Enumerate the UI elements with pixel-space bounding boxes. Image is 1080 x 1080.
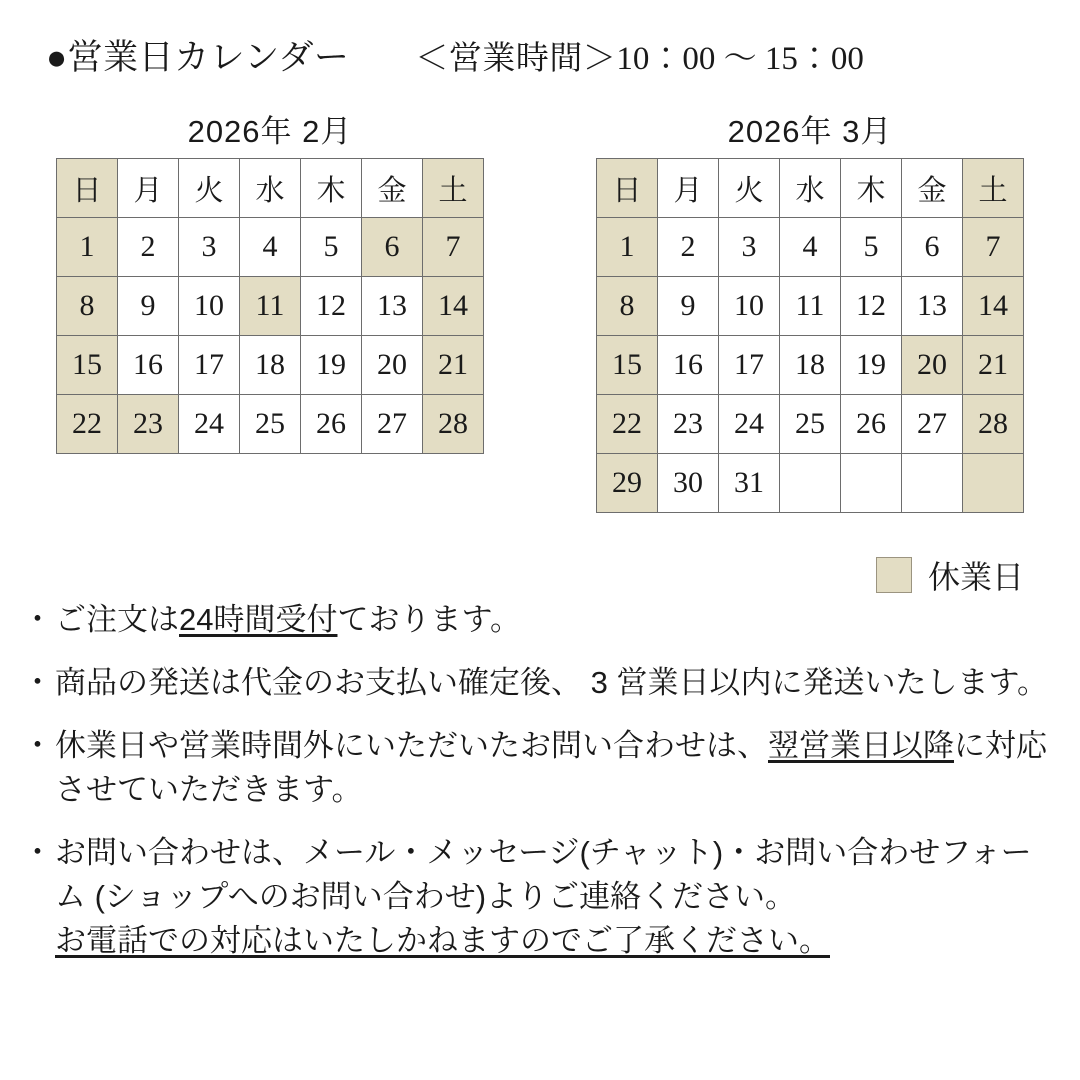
day-cell: 26 [841, 395, 902, 454]
day-cell: 24 [719, 395, 780, 454]
day-cell: 1 [597, 218, 658, 277]
note-bullet: ・ [22, 665, 53, 701]
day-cell: 22 [597, 395, 658, 454]
day-cell: 19 [841, 336, 902, 395]
day-cell: 23 [118, 395, 179, 454]
weekday-sun: 日 [597, 159, 658, 218]
day-cell [780, 454, 841, 513]
day-cell: 14 [963, 277, 1024, 336]
day-cell: 10 [179, 277, 240, 336]
day-cell: 4 [780, 218, 841, 277]
calendar-week-row [57, 395, 484, 454]
list-item [22, 831, 1056, 963]
weekday-thu: 木 [301, 159, 362, 218]
note-segment: 休業日や営業時間外にいただいたお問い合わせは、 [55, 728, 768, 764]
day-cell: 2 [118, 218, 179, 277]
business-hours-value: 10：00 〜 15：00 [616, 41, 864, 77]
day-cell: 20 [362, 336, 423, 395]
day-cell: 13 [362, 277, 423, 336]
day-cell: 11 [780, 277, 841, 336]
day-cell: 26 [301, 395, 362, 454]
day-cell: 23 [658, 395, 719, 454]
day-cell: 14 [423, 277, 484, 336]
day-cell: 31 [719, 454, 780, 513]
day-cell: 7 [423, 218, 484, 277]
note-text [55, 831, 1056, 963]
day-cell: 10 [719, 277, 780, 336]
day-cell: 15 [597, 336, 658, 395]
weekday-mon: 月 [658, 159, 719, 218]
weekday-fri: 金 [902, 159, 963, 218]
weekday-thu: 木 [841, 159, 902, 218]
calendar-week-row [597, 277, 1024, 336]
weekday-tue: 火 [719, 159, 780, 218]
day-cell: 17 [719, 336, 780, 395]
day-cell: 27 [362, 395, 423, 454]
day-cell: 20 [902, 336, 963, 395]
calendar-march [540, 106, 1080, 513]
day-cell [963, 454, 1024, 513]
day-cell: 21 [963, 336, 1024, 395]
weekday-fri: 金 [362, 159, 423, 218]
day-cell: 13 [902, 277, 963, 336]
day-cell: 28 [963, 395, 1024, 454]
weekday-sat: 土 [423, 159, 484, 218]
note-text [55, 598, 1056, 642]
note-text [55, 661, 1056, 705]
closed-day-swatch-icon [876, 557, 912, 593]
calendar-february [0, 106, 540, 513]
weekday-wed: 水 [780, 159, 841, 218]
day-cell: 18 [780, 336, 841, 395]
day-cell: 16 [118, 336, 179, 395]
business-hours-label: ＜営業時間＞ [415, 39, 617, 76]
notes-list [22, 598, 1056, 982]
day-cell: 18 [240, 336, 301, 395]
note-segment: 商品の発送は代金のお支払い確定後、 3 営業日以内に発送いたします。 [55, 665, 1048, 701]
note-segment-underlined: 24時間受付 [179, 602, 338, 637]
day-cell: 9 [658, 277, 719, 336]
calendar-group [0, 106, 1080, 513]
note-text [55, 724, 1056, 812]
day-cell: 12 [841, 277, 902, 336]
calendar-table [596, 158, 1024, 513]
day-cell: 21 [423, 336, 484, 395]
note-segment: に対応させていただきます。 [55, 728, 1047, 808]
note-bullet: ・ [22, 728, 53, 764]
list-item [22, 661, 1056, 705]
day-cell: 3 [179, 218, 240, 277]
weekday-sun: 日 [57, 159, 118, 218]
note-segment-underlined: 翌営業日以降 [768, 728, 954, 764]
calendar-week-row [597, 218, 1024, 277]
weekday-mon: 月 [118, 159, 179, 218]
day-cell: 16 [658, 336, 719, 395]
day-cell: 11 [240, 277, 301, 336]
calendar-week-row [57, 277, 484, 336]
day-cell [902, 454, 963, 513]
day-cell: 25 [240, 395, 301, 454]
day-cell: 24 [179, 395, 240, 454]
day-cell: 12 [301, 277, 362, 336]
calendar-title: 2026年 3月 [727, 114, 893, 149]
day-cell: 3 [719, 218, 780, 277]
legend [876, 552, 1024, 598]
calendar-week-row [57, 336, 484, 395]
weekday-tue: 火 [179, 159, 240, 218]
day-cell: 30 [658, 454, 719, 513]
calendar-week-row [57, 218, 484, 277]
note-bullet: ・ [22, 602, 53, 637]
day-cell: 5 [841, 218, 902, 277]
note-segment: ご注文は [55, 602, 179, 637]
page-header [46, 30, 1040, 80]
day-cell: 22 [57, 395, 118, 454]
note-bullet: ・ [22, 835, 53, 871]
day-cell: 27 [902, 395, 963, 454]
calendar-week-row [597, 395, 1024, 454]
day-cell: 4 [240, 218, 301, 277]
list-item [22, 598, 1056, 642]
legend-label: 休業日 [927, 559, 1024, 595]
note-segment: ております。 [337, 602, 522, 637]
day-cell: 6 [902, 218, 963, 277]
day-cell: 15 [57, 336, 118, 395]
day-cell: 6 [362, 218, 423, 277]
weekday-header-row [597, 159, 1024, 218]
day-cell: 8 [57, 277, 118, 336]
day-cell: 17 [179, 336, 240, 395]
weekday-sat: 土 [963, 159, 1024, 218]
day-cell: 25 [780, 395, 841, 454]
calendar-week-row [597, 454, 1024, 513]
day-cell: 28 [423, 395, 484, 454]
day-cell: 7 [963, 218, 1024, 277]
day-cell: 2 [658, 218, 719, 277]
page-title: ●営業日カレンダー [46, 38, 350, 77]
note-segment-underlined: お電話での対応はいたしかねますのでご了承ください。 [55, 923, 830, 959]
day-cell: 19 [301, 336, 362, 395]
calendar-week-row [597, 336, 1024, 395]
note-segment: お問い合わせは、メール・メッセージ(チャット)・お問い合わせフォーム (ショップへのお問い合わせ)よりご連絡ください。 [55, 835, 1032, 915]
weekday-wed: 水 [240, 159, 301, 218]
calendar-title: 2026年 2月 [187, 114, 353, 149]
day-cell [841, 454, 902, 513]
day-cell: 5 [301, 218, 362, 277]
business-hours [415, 32, 864, 79]
day-cell: 8 [597, 277, 658, 336]
day-cell: 29 [597, 454, 658, 513]
day-cell: 1 [57, 218, 118, 277]
day-cell: 9 [118, 277, 179, 336]
list-item [22, 724, 1056, 812]
weekday-header-row [57, 159, 484, 218]
calendar-table [56, 158, 484, 454]
